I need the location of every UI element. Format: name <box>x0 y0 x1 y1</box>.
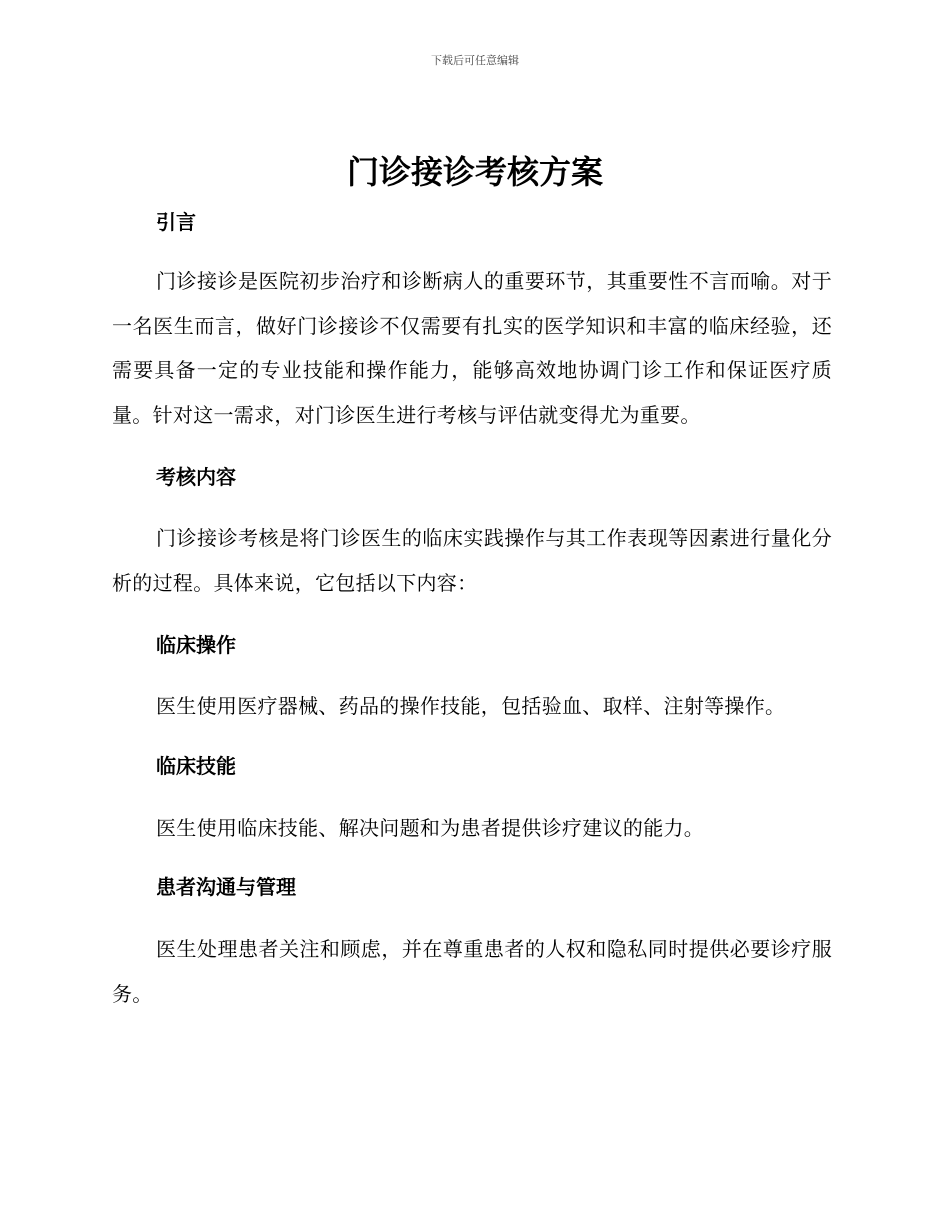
section-heading-content: 考核内容 <box>156 465 236 489</box>
document-title: 门诊接诊考核方案 <box>346 153 603 191</box>
section-heading-clinical-skill: 临床技能 <box>156 753 236 778</box>
section-paragraph-content: 门诊接诊考核是将门诊医生的临床实践操作与其工作表现等因素进行量化分析的过程。具体来说，它包括以下内容： <box>112 526 832 595</box>
section-heading-intro: 引言 <box>156 210 196 234</box>
section-heading-clinical-operation: 临床操作 <box>156 633 236 657</box>
section-paragraph-communication: 医生处理患者关注和顾虑，并在尊重患者的人权和隐私同时提供必要诊疗服务。 <box>112 937 832 1006</box>
section-paragraph-clinical-operation: 医生使用医疗器械、药品的操作技能，包括验血、取样、注射等操作。 <box>156 694 786 718</box>
section-paragraph-clinical-skill: 医生使用临床技能、解决问题和为患者提供诊疗建议的能力。 <box>156 815 705 840</box>
page-header-note: 下载后可任意编辑 <box>431 54 519 67</box>
document-body <box>112 200 832 1016</box>
section-heading-communication: 患者沟通与管理 <box>156 875 296 899</box>
section-paragraph-intro: 门诊接诊是医院初步治疗和诊断病人的重要环节，其重要性不言而喻。对于一名医生而言，做好门诊接诊不仅需要有扎实的医学知识和丰富的临床经验，还需要具备一定的专业技能和操作能力，能够高效地协调门诊工作和保证医疗质量。针对这一需求，对门诊医生进行考核与评估就变得尤为重要。 <box>112 269 832 427</box>
